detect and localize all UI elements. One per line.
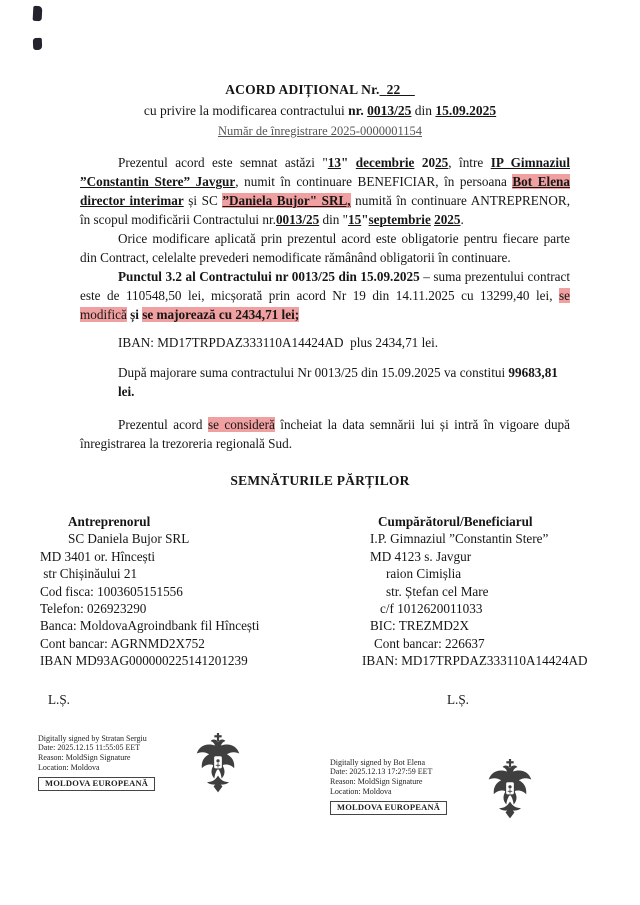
text-segment — [401, 82, 415, 97]
text-segment: 15 — [348, 212, 362, 227]
text-line: Cont bancar: 226637 — [374, 635, 485, 651]
text-segment: director interimar — [80, 193, 184, 208]
text-line: Banca: MoldovaAgroindbank fil Hîncești — [40, 618, 260, 634]
text-segment: , între — [448, 155, 491, 170]
text-segment: Prezentul acord — [118, 417, 208, 432]
text-line: Date: 2025.12.13 17:27:59 EET — [330, 767, 433, 777]
text-line: I.P. Gimnaziul ”Constantin Stere” — [370, 531, 549, 547]
text-segment: 20 — [414, 155, 436, 170]
moldova-europeana-badge-left: MOLDOVA EUROPEANĂ — [38, 777, 155, 791]
text-line: Cont bancar: AGRNMD2X752 — [40, 635, 205, 651]
party-beneficiary — [362, 513, 630, 670]
text-line: Digitally signed by Stratan Sergiu — [38, 733, 147, 743]
text-segment: septembrie — [368, 212, 431, 227]
text-segment: decembrie — [355, 155, 415, 170]
document-subtitle — [0, 103, 640, 119]
text-segment: IP Gimnaziul ”Constantin Stere” Javgur — [80, 155, 571, 189]
scan-artifact-bottom — [33, 38, 42, 50]
text-segment: încheiat la data semnării lui și intră în vigoare după înregistrarea la trezoreria regională Sud. — [80, 417, 571, 451]
text-line: Telefon: 026923290 — [40, 601, 147, 617]
text-segment: cu privire la modificarea contractului — [143, 103, 349, 118]
scan-artifact-top — [33, 6, 43, 21]
digital-signature-contractor — [38, 734, 155, 791]
text-line: str. Ștefan cel Mare — [386, 583, 489, 599]
beneficiary-details — [362, 530, 630, 669]
moldova-coat-of-arms-icon — [196, 730, 240, 807]
paragraph-amendment — [80, 267, 570, 324]
text-segment: se consideră — [207, 417, 275, 432]
moldova-europeana-badge-right: MOLDOVA EUROPEANĂ — [330, 801, 447, 815]
stamp-row — [0, 692, 640, 712]
text-segment: nr. — [348, 103, 368, 118]
text-segment: IBAN: MD17TRPDAZ333110A14424AD plus 2434,71 lei. — [118, 335, 439, 350]
text-segment: 13 — [327, 155, 341, 170]
text-line: Reason: MoldSign Signature — [38, 753, 131, 763]
text-line: Cod fisca: 1003605151556 — [40, 583, 183, 599]
text-segment: , numit în continuare BENEFICIAR, în persoana — [235, 174, 513, 189]
text-line: Location: Moldova — [38, 763, 100, 773]
text-line: MD 3401 or. Hîncești — [40, 548, 156, 564]
text-line: raion Cimișlia — [386, 566, 462, 582]
text-segment: Prezentul acord este semnat astăzi " — [118, 155, 328, 170]
text-line: Digitally signed by Bot Elena — [330, 757, 426, 767]
text-line: Reason: MoldSign Signature — [330, 777, 423, 787]
document-header — [0, 0, 640, 139]
text-segment: 22 — [386, 82, 401, 97]
document-title — [0, 82, 640, 98]
digital-signature-beneficiary — [330, 758, 447, 815]
text-segment: și SC — [183, 193, 223, 208]
text-segment: 0013/25 — [275, 212, 320, 227]
moldova-coat-of-arms-icon — [488, 756, 532, 833]
digital-signatures-area — [0, 726, 640, 905]
text-segment: se majorează cu 2434,71 lei; — [142, 307, 300, 322]
text-segment: – suma prezentului contract este de 110548,50 lei, micșorată prin acord Nr 19 din 14.11.2025 cu 13299,40 lei, — [80, 269, 571, 303]
text-segment: din — [411, 103, 436, 118]
contractor-details — [40, 530, 370, 669]
signatures-heading: SEMNĂTURILE PĂRȚILOR — [230, 473, 410, 488]
text-segment: din " — [319, 212, 349, 227]
text-segment: " — [340, 155, 356, 170]
text-segment: și — [126, 307, 143, 322]
stamp-placeholder-right: L.Ș. — [447, 691, 469, 707]
iban-amount-line — [118, 333, 570, 352]
signature-details-right — [330, 758, 447, 797]
parties-section — [0, 513, 640, 670]
paragraph-parties — [80, 153, 570, 229]
text-segment: 2025 — [434, 212, 461, 227]
paragraph-validity — [80, 415, 570, 453]
stamp-placeholder-left: L.Ș. — [48, 691, 70, 707]
text-segment: După majorare suma contractului Nr 0013/25 din 15.09.2025 va constitui — [118, 365, 509, 380]
text-segment: 99683,81 lei. — [118, 365, 562, 399]
text-segment: Punctul 3.2 al Contractului nr 0013/25 din 15.09.2025 — [118, 269, 420, 284]
text-line: IBAN MD93AG000000225141201239 — [40, 653, 248, 669]
text-segment: numită în continuare ANTREPRENOR, în scopul modificării Contractului nr. — [80, 193, 570, 227]
text-segment: " — [361, 212, 369, 227]
text-segment: 0013/25 — [367, 103, 412, 118]
contractor-title: Antreprenorul — [68, 514, 151, 529]
beneficiary-title: Cumpărătorul/Beneficiarul — [378, 514, 533, 529]
text-line: c/f 1012620011033 — [380, 601, 483, 617]
text-line: BIC: TREZMD2X — [370, 618, 470, 634]
document-body — [0, 139, 640, 453]
text-line: Date: 2025.12.15 11:55:05 EET — [38, 743, 141, 753]
signature-details-left — [38, 734, 155, 773]
new-total-line — [118, 363, 570, 401]
text-segment: se modifică — [80, 288, 570, 322]
paragraph-obligations — [80, 229, 570, 267]
text-segment: ACORD ADIȚIONAL Nr._ — [225, 82, 387, 97]
text-segment: ”Daniela Bujor" SRL, — [222, 193, 351, 208]
text-segment: 15.09.2025 — [435, 103, 497, 118]
text-segment: 25 — [435, 155, 449, 170]
party-contractor — [40, 513, 370, 670]
text-line: Location: Moldova — [330, 787, 392, 797]
text-line: IBAN: MD17TRPDAZ333110A14424AD — [362, 653, 588, 669]
text-line: str Chișinăului 21 — [40, 566, 138, 582]
text-segment: Orice modificare aplicată prin prezentul acord este obligatorie pentru fiecare parte din Contract, celelalte prevederi nemodificate rămânând obligatorii în continuare. — [80, 231, 570, 265]
text-segment: . — [460, 212, 464, 227]
text-line: MD 4123 s. Javgur — [370, 548, 472, 564]
text-segment: Bot Elena — [512, 174, 570, 189]
text-line: SC Daniela Bujor SRL — [68, 531, 190, 547]
registration-number: Număr de înregistrare 2025-0000001154 — [218, 124, 422, 138]
